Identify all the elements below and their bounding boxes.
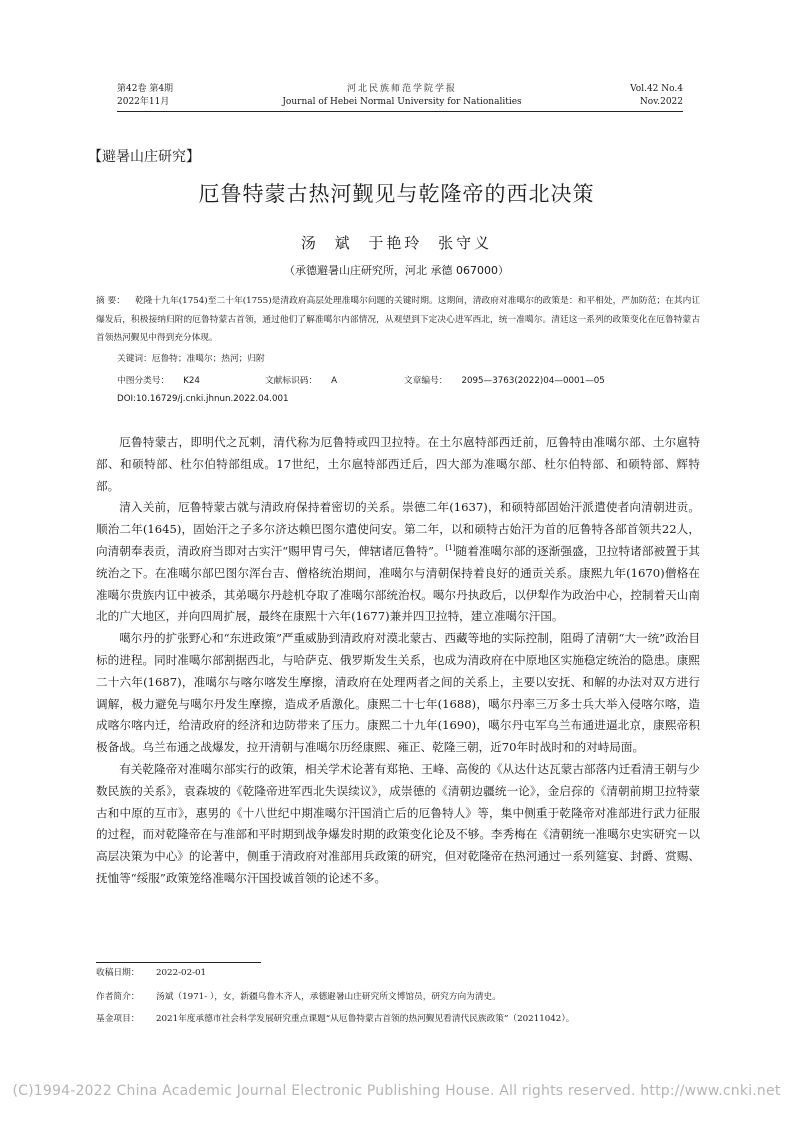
clc-label: 中图分类号： xyxy=(117,376,170,386)
authors: 汤 斌 于艳玲 张守义 xyxy=(300,234,493,252)
paragraph: 有关乾隆帝对准噶尔部实行的政策，相关学术论著有郑艳、王峰、高俊的《从达什达瓦蒙古部落内迁看清王朝与少数民族的关系》，袁森坡的《乾隆帝进军西北失误续议》，成崇德的《清朝边疆统一论》，金启孮的《清朝前期卫拉特蒙古和中原的互市》，惠男的《十八世纪中期准噶尔汗国消亡后的厄鲁特人》等，集中侧重于乾隆帝对准部进行武力征服的过程，而对乾隆帝在与准部和平时期到战争爆发时期的政策变化论及不够。李秀梅在《清朝统一准噶尔史实研究－以高层决策为中心》的论著中，侧重于清政府对准部用兵政策的研究，但对乾隆帝在热河通过一系列筵宴、封爵、赏赐、抚恤等“绥服”政策笼络准噶尔汗国投诚首领的论述不多。 xyxy=(96,761,700,885)
article-body xyxy=(96,432,700,890)
journal-name-en: Journal of Hebei Normal University for Nationalities xyxy=(282,97,522,107)
article-number xyxy=(404,374,605,386)
footnote-text: 2022-02-01 xyxy=(156,968,207,978)
header-center xyxy=(227,83,577,109)
footnote-author xyxy=(96,991,700,1003)
footnote-text: 汤斌（1971- ），女，新疆乌鲁木齐人，承德避暑山庄研究所文博馆员，研究方向为清史。 xyxy=(156,992,501,1002)
journal-name-cn: 河北民族师范学院学报 xyxy=(346,84,457,94)
header-right xyxy=(603,83,683,109)
article-value: 2095—3763(2022)04—0001—05 xyxy=(461,376,605,386)
footnote-divider xyxy=(96,962,261,963)
paragraph-text: 随着准噶尔部的逐渐强盛，卫拉特诸部被置于其统治之下。在准噶尔部巴图尔浑台吉、僧格统治期间，准噶尔与清朝保持着良好的通贡关系。康熙九年(1670)僧格在准噶尔贵族内讧中被杀，其弟噶尔丹趁机夺取了准噶尔部统治权。噶尔丹执政后，以伊犁作为政治中心，控制着天山南北的广大地区，并向四周扩展，最终在康熙十六年(1677)兼并四卫拉特，建立准噶尔汗国。 xyxy=(96,543,700,624)
paragraph: 厄鲁特蒙古，即明代之瓦剌，清代称为厄鲁特或四卫拉特。在土尔扈特部西迁前，厄鲁特由准噶尔部、土尔扈特部、和硕特部、杜尔伯特部组成。17世纪，土尔扈特部西迁后，四大部为准噶尔部、杜尔伯特部、和硕特部、辉特部。 xyxy=(96,435,700,493)
clc-value: K24 xyxy=(183,376,200,386)
clc-code xyxy=(117,374,200,386)
running-header xyxy=(117,83,683,112)
article-title: 厄鲁特蒙古热河觐见与乾隆帝的西北决策 xyxy=(198,182,595,206)
affiliation: （承德避暑山庄研究所，河北 承德 067000） xyxy=(284,264,509,277)
keywords-label: 关键词： xyxy=(117,354,152,364)
doc-label: 文献标识码： xyxy=(265,376,318,386)
footnote-label: 收稿日期： xyxy=(96,968,140,978)
section-label: 【避暑山庄研究】 xyxy=(88,149,200,165)
keywords xyxy=(117,352,265,364)
paragraph xyxy=(96,497,700,628)
doi: DOI:10.16729/j.cnki.jhnun.2022.04.001 xyxy=(117,394,289,404)
footnote-fund xyxy=(96,1013,700,1025)
footnote-label: 作者简介： xyxy=(96,992,140,1002)
footnote-received xyxy=(96,967,700,979)
abstract-text: 乾隆十九年(1754)至二十年(1755)是清政府高层处理准噶尔问题的关键时期。这期间，清政府对准噶尔的政策是：和平相处，严加防范；在其内讧爆发后，积极接纳归附的厄鲁特蒙古首领，通过他们了解准噶尔内部情况，从观望到下定决心进军西北，统一准噶尔。清廷这一系列的政策变化在厄鲁特蒙古首领热河觐见中得到充分体现。 xyxy=(96,296,701,343)
volume-issue-en: Vol.42 No.4 xyxy=(630,84,683,94)
footnote-label: 基金项目： xyxy=(96,1014,140,1024)
doc-value: A xyxy=(331,376,338,386)
footnote-text: 2021年度承德市社会科学发展研究重点课题“从厄鲁特蒙古首领的热河觐见看清代民族政策”（20211042）。 xyxy=(156,1014,575,1024)
article-label: 文章编号： xyxy=(404,376,448,386)
abstract-label: 摘 要： xyxy=(96,296,126,306)
paragraph-text: 清入关前，厄鲁特蒙古就与清政府保持着密切的关系。崇德二年(1637)，和硕特部固始汗派遣使者向清朝进贡。顺治二年(1645)，固始汗之子多尔济达赖巴图尔遣使问安。第二年，以和硕特古始汗为首的厄鲁特各部首领共22人，向清朝奉表贡，清政府当即对古实汗“赐甲胄弓矢，俾辖诸厄鲁特”。 xyxy=(96,500,700,558)
copyright-watermark: (C)1994-2022 China Academic Journal Electronic Publishing House. All rights reserved. http://www.cnki.net xyxy=(12,1083,781,1099)
paragraph: 噶尔丹的扩张野心和“东进政策”严重威胁到清政府对漠北蒙古、西藏等地的实际控制，阻碍了清朝“大一统”政治目标的进程。同时准噶尔部割据西北，与哈萨克、俄罗斯发生关系，也成为清政府在中原地区实施稳定统治的隐患。康熙二十六年(1687)，准噶尔与喀尔喀发生摩擦，清政府在处理两者之间的关系上，主要以安抚、和解的办法对双方进行调解，极力避免与噶尔丹发生摩擦，造成矛盾激化。康熙二十七年(1688)，噶尔丹率三万多士兵大举入侵喀尔喀，造成喀尔喀内迁，给清政府的经济和边防带来了压力。康熙二十九年(1690)，噶尔丹屯军乌兰布通进逼北京，康熙帝积极备战。乌兰布通之战爆发，拉开清朝与准噶尔历经康熙、雍正、乾隆三朝，近70年时战时和的对峙局面。 xyxy=(96,631,700,755)
doc-code xyxy=(265,374,337,386)
abstract xyxy=(96,292,700,348)
citation-ref[interactable]: [1] xyxy=(445,544,456,553)
keywords-text: 厄鲁特；准噶尔；热河；归附 xyxy=(151,354,265,364)
issue-date-en: Nov.2022 xyxy=(639,97,683,107)
issue-date: 2022年11月 xyxy=(117,97,170,107)
volume-issue: 第42卷 第4期 xyxy=(117,84,174,94)
header-left xyxy=(117,83,197,109)
